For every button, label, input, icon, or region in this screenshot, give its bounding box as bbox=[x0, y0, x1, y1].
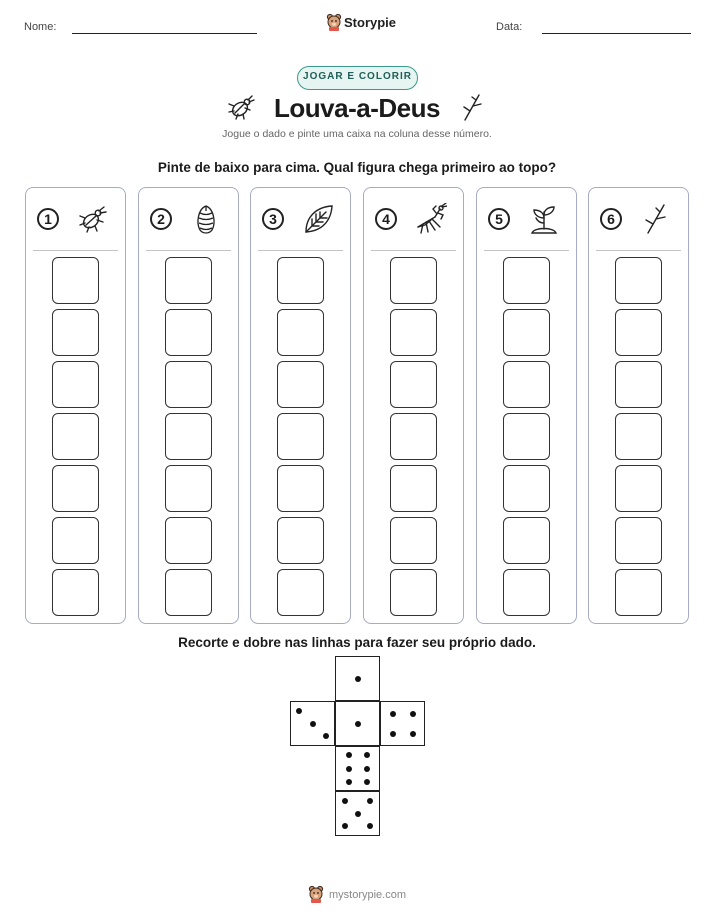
color-box[interactable] bbox=[615, 517, 662, 564]
category-badge: JOGAR E COLORIR bbox=[297, 66, 418, 90]
die-face bbox=[335, 791, 380, 836]
die-pip bbox=[355, 721, 361, 727]
color-box[interactable] bbox=[165, 309, 212, 356]
color-box[interactable] bbox=[165, 569, 212, 616]
die-pip bbox=[342, 823, 348, 829]
column-number: 4 bbox=[375, 208, 397, 230]
egg-case-icon bbox=[190, 203, 222, 235]
color-box[interactable] bbox=[277, 465, 324, 512]
column-1 bbox=[25, 187, 126, 624]
color-box[interactable] bbox=[503, 465, 550, 512]
die-pip bbox=[310, 721, 316, 727]
color-box[interactable] bbox=[503, 517, 550, 564]
date-label: Data: bbox=[496, 21, 523, 33]
color-box[interactable] bbox=[615, 361, 662, 408]
color-box[interactable] bbox=[52, 413, 99, 460]
column-divider bbox=[33, 250, 118, 251]
column-divider bbox=[371, 250, 456, 251]
die-pip bbox=[323, 733, 329, 739]
column-6 bbox=[588, 187, 689, 624]
die-pip bbox=[346, 752, 352, 758]
column-4 bbox=[363, 187, 464, 624]
die-pip bbox=[364, 766, 370, 772]
die-pip bbox=[367, 823, 373, 829]
color-box[interactable] bbox=[165, 413, 212, 460]
twig-icon bbox=[640, 203, 672, 235]
die-face bbox=[335, 746, 380, 791]
color-box[interactable] bbox=[165, 465, 212, 512]
color-box[interactable] bbox=[277, 309, 324, 356]
color-box[interactable] bbox=[52, 309, 99, 356]
color-box[interactable] bbox=[165, 257, 212, 304]
column-number: 5 bbox=[488, 208, 510, 230]
column-number: 6 bbox=[600, 208, 622, 230]
color-box[interactable] bbox=[52, 361, 99, 408]
instruction-text: Pinte de baixo para cima. Qual figura chega primeiro ao topo? bbox=[157, 160, 557, 175]
die-pip bbox=[390, 711, 396, 717]
color-box[interactable] bbox=[277, 413, 324, 460]
color-box[interactable] bbox=[277, 361, 324, 408]
color-box[interactable] bbox=[615, 569, 662, 616]
color-box[interactable] bbox=[503, 361, 550, 408]
die-pip bbox=[364, 752, 370, 758]
name-label: Nome: bbox=[24, 21, 57, 33]
color-box[interactable] bbox=[390, 569, 437, 616]
date-line[interactable] bbox=[542, 33, 691, 34]
column-divider bbox=[596, 250, 681, 251]
color-box[interactable] bbox=[390, 517, 437, 564]
brand-logo bbox=[326, 13, 397, 33]
column-divider bbox=[484, 250, 569, 251]
bear-logo-icon bbox=[326, 13, 342, 31]
die-pip bbox=[346, 779, 352, 785]
color-box[interactable] bbox=[503, 257, 550, 304]
die-face bbox=[290, 701, 335, 746]
color-box[interactable] bbox=[615, 257, 662, 304]
column-5 bbox=[476, 187, 577, 624]
column-number: 2 bbox=[150, 208, 172, 230]
color-box[interactable] bbox=[165, 361, 212, 408]
color-box[interactable] bbox=[277, 257, 324, 304]
die-pip bbox=[410, 711, 416, 717]
beetle-title-icon bbox=[226, 92, 256, 122]
column-3 bbox=[250, 187, 351, 624]
footer-url[interactable]: mystorypie.com bbox=[329, 889, 407, 901]
mantis-icon bbox=[415, 203, 447, 235]
color-box[interactable] bbox=[390, 257, 437, 304]
color-box[interactable] bbox=[390, 309, 437, 356]
color-box[interactable] bbox=[503, 309, 550, 356]
sprout-icon bbox=[528, 203, 560, 235]
color-box[interactable] bbox=[277, 569, 324, 616]
die-pip bbox=[364, 779, 370, 785]
footer bbox=[308, 885, 408, 905]
die-pip bbox=[367, 798, 373, 804]
leaf-icon bbox=[302, 203, 334, 235]
die-net bbox=[290, 656, 425, 836]
die-pip bbox=[346, 766, 352, 772]
color-box[interactable] bbox=[390, 413, 437, 460]
color-box[interactable] bbox=[52, 517, 99, 564]
color-box[interactable] bbox=[390, 361, 437, 408]
die-pip bbox=[410, 731, 416, 737]
die-pip bbox=[390, 731, 396, 737]
color-box[interactable] bbox=[503, 413, 550, 460]
brand-name: Storypie bbox=[344, 15, 397, 30]
column-divider bbox=[258, 250, 343, 251]
color-box[interactable] bbox=[52, 465, 99, 512]
die-instruction: Recorte e dobre nas linhas para fazer seu próprio dado. bbox=[178, 635, 536, 650]
color-box[interactable] bbox=[615, 413, 662, 460]
die-pip bbox=[296, 708, 302, 714]
column-number: 1 bbox=[37, 208, 59, 230]
page-subtitle: Jogue o dado e pinte uma caixa na coluna desse número. bbox=[222, 128, 492, 140]
column-divider bbox=[146, 250, 231, 251]
color-box[interactable] bbox=[503, 569, 550, 616]
die-pip bbox=[342, 798, 348, 804]
color-box[interactable] bbox=[165, 517, 212, 564]
die-face bbox=[335, 656, 380, 701]
page-title: Louva-a-Deus bbox=[274, 93, 440, 123]
color-box[interactable] bbox=[390, 465, 437, 512]
color-box[interactable] bbox=[277, 517, 324, 564]
color-box[interactable] bbox=[52, 257, 99, 304]
column-number: 3 bbox=[262, 208, 284, 230]
die-pip bbox=[355, 811, 361, 817]
die-face bbox=[380, 701, 425, 746]
color-box[interactable] bbox=[52, 569, 99, 616]
column-2 bbox=[138, 187, 239, 624]
bear-footer-icon bbox=[308, 885, 324, 903]
die-pip bbox=[355, 676, 361, 682]
color-box[interactable] bbox=[615, 309, 662, 356]
twig-title-icon bbox=[460, 92, 486, 122]
beetle-icon bbox=[77, 203, 109, 235]
die-face bbox=[335, 701, 380, 746]
name-line[interactable] bbox=[72, 33, 257, 34]
color-box[interactable] bbox=[615, 465, 662, 512]
